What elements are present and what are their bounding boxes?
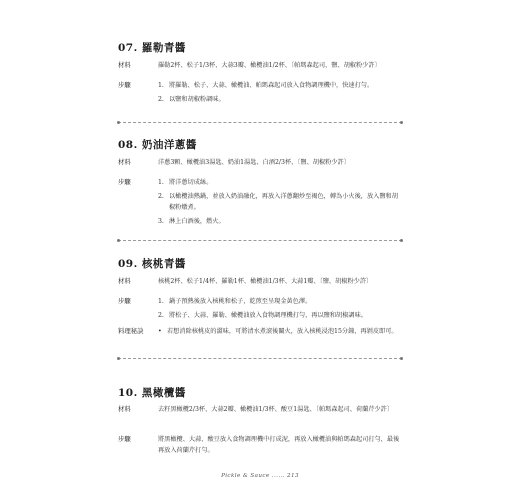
materials-text: 羅勒2杯、松子1/3杯、大蒜3瓣、橄欖油1/2杯、〔帕瑪森起司、鹽、胡椒粉少許〕 (158, 62, 381, 69)
steps-list (158, 296, 400, 324)
step-text: 鍋子預熱後放入核桃和松子，乾煎至呈現金黃色澤。 (169, 298, 312, 305)
step-text: 將松子、大蒜、羅勒、橄欖油放入食物調理機打勻，再以鹽和胡椒調味。 (169, 312, 367, 319)
step-item (158, 310, 400, 321)
section-divider (118, 358, 402, 359)
step-number: 1. (158, 298, 164, 305)
materials-label: 材料 (118, 158, 131, 166)
materials-label: 材料 (118, 405, 131, 413)
recipe-08 (118, 137, 400, 153)
tip-text: 若想消除核桃皮的澀味，可將清水煮滾後關火，放入核桃浸泡15分鐘，再剝皮即可。 (167, 328, 398, 335)
step-number: 1. (158, 82, 164, 89)
tip-body (158, 326, 400, 337)
step-number: 3. (158, 218, 164, 225)
step-item (158, 80, 400, 91)
steps-label: 步驟 (118, 81, 131, 89)
steps-list (158, 177, 400, 230)
step-number: 1. (158, 179, 164, 186)
recipe-07 (118, 40, 400, 56)
tip-item (158, 326, 400, 337)
step-text: 以橄欖油熱鍋，並放入奶油融化，再放入洋蔥翻炒至褐色，轉為小火後，放入鹽和胡椒粉燉煮。 (169, 193, 398, 211)
steps-label: 步驟 (118, 435, 131, 443)
steps-text: 將黑橄欖、大蒜、酸豆放入食物調理機中打成泥，再放入橄欖油與帕瑪森起司打勻，最後再放入荷蘭芹打勻。 (158, 436, 400, 454)
steps-label: 步驟 (118, 178, 131, 186)
step-number: 2. (158, 96, 164, 103)
step-item (158, 216, 400, 227)
section-divider (118, 122, 402, 123)
step-item (158, 296, 400, 307)
step-item (158, 191, 400, 213)
step-item (158, 94, 400, 105)
tip-label: 料理秘訣 (118, 327, 144, 335)
recipe-09 (118, 256, 400, 272)
step-item (158, 177, 400, 188)
materials-text: 洋蔥3顆、橄欖油3湯匙、奶油1湯匙、白酒2/3杯、〔鹽、胡椒粉少許〕 (158, 159, 350, 166)
step-number: 2. (158, 193, 164, 200)
bullet-icon: • (158, 328, 162, 335)
recipe-10 (118, 385, 400, 401)
materials-text: 去籽黑橄欖2/3杯、大蒜2瓣、橄欖油1/3杯、酸豆1湯匙、〔帕瑪森起司、荷蘭芹少許〕 (158, 406, 394, 413)
step-text: 將洋蔥切成絲。 (169, 179, 213, 186)
steps-list (158, 80, 400, 108)
materials-label: 材料 (118, 277, 131, 285)
steps-label: 步驟 (118, 297, 131, 305)
step-number: 2. (158, 312, 164, 319)
step-text: 淋上白酒後，燃火。 (169, 218, 225, 225)
recipe-title: 10. 黑橄欖醬 (118, 387, 186, 399)
materials-text: 核桃2杯、松子1/4杯、羅勒1杯、橄欖油1/3杯、大蒜1瓣、〔鹽、胡椒粉少許〕 (158, 278, 373, 285)
step-text: 以鹽和胡椒粉調味。 (169, 96, 225, 103)
recipe-title: 09. 核桃青醬 (118, 258, 186, 270)
recipe-title: 07. 羅勒青醬 (118, 42, 186, 54)
materials-label: 材料 (118, 61, 131, 69)
recipe-title: 08. 奶油洋蔥醬 (118, 139, 197, 151)
section-divider (118, 240, 402, 241)
step-text: 將羅勒、松子、大蒜、橄欖油、帕瑪森起司放入食物調理機中，快速打勻。 (169, 82, 374, 89)
page-footer: Pickle & Sauce ...... 213 (221, 473, 299, 479)
